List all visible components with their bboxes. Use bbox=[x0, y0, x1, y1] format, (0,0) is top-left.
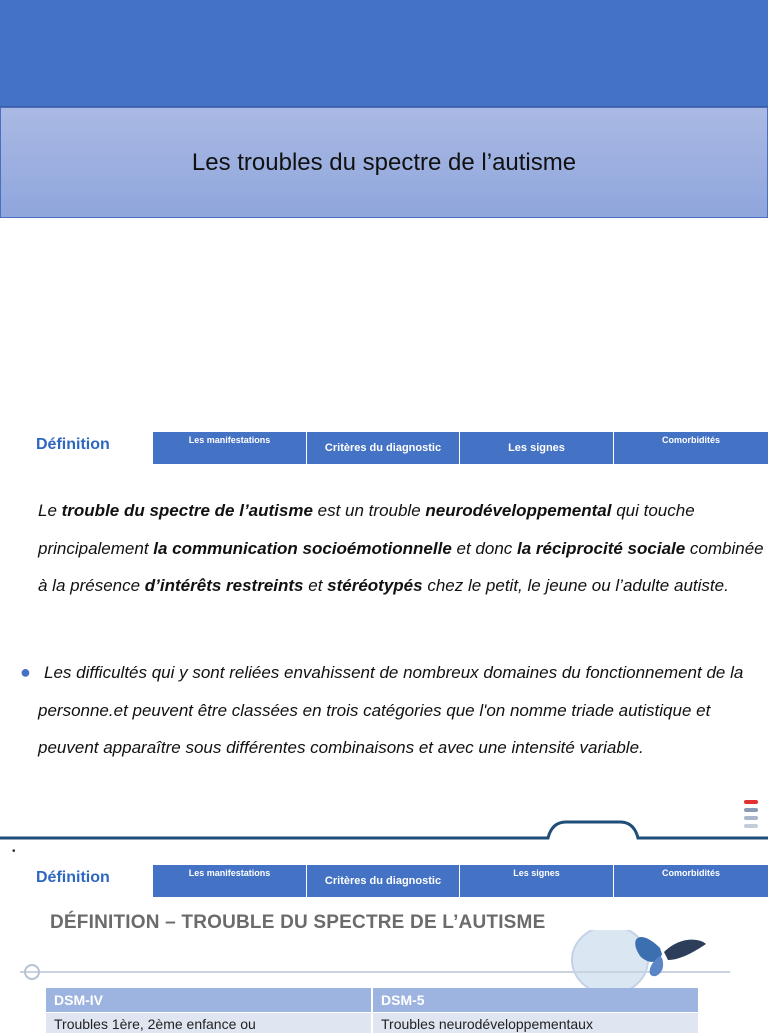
difficulties-paragraph: Les difficultés qui y sont reliées envahissent de nombreux domaines du fonctionnement de la personne.et peuvent être classées en trois catégories que l'on nomme triade autistique et peuvent apparaître sous différentes combinaisons et avec une intensité variable. bbox=[38, 663, 744, 757]
dsm5-header: DSM-5 bbox=[373, 988, 698, 1012]
tab-bar bbox=[153, 432, 768, 464]
tab-comorbidites[interactable]: Comorbidités bbox=[661, 435, 720, 445]
title-band bbox=[0, 107, 768, 218]
dsm5-row: Troubles neurodéveloppementaux bbox=[373, 1013, 698, 1033]
tab-signes-2[interactable]: Les signes bbox=[460, 865, 614, 897]
slide-divider bbox=[0, 818, 768, 848]
bullet-dot: • bbox=[12, 846, 16, 857]
definition-label-2[interactable]: Définition bbox=[36, 869, 110, 886]
tab-signes[interactable]: Les signes bbox=[460, 432, 614, 464]
tab-manifestations[interactable]: Les manifestations bbox=[153, 432, 307, 464]
bullet-icon: ● bbox=[20, 662, 31, 682]
dsm4-row: Troubles 1ère, 2ème enfance ou bbox=[46, 1013, 371, 1033]
slide2-heading: DÉFINITION – TROUBLE DU SPECTRE DE L’AUTISME bbox=[50, 912, 546, 933]
tab-criteres-diagnostic[interactable]: Critères du diagnostic bbox=[307, 432, 460, 464]
tab-criteres-diagnostic-2[interactable]: Critères du diagnostic bbox=[307, 865, 460, 897]
tab-manifestations-2[interactable]: Les manifestations bbox=[153, 865, 307, 897]
tab-bar-2 bbox=[153, 865, 768, 897]
tab-comorbidites-2[interactable]: Comorbidités bbox=[661, 868, 720, 878]
definition-paragraph: Le trouble du spectre de l’autisme est un trouble neurodéveloppemental qui touche principalement la communication socioémotionnelle et donc la réciprocité sociale combinée à la présence d’intérêts restreints et stéréotypés chez le petit, le jeune ou l’adulte autiste. bbox=[38, 501, 764, 595]
definition-label[interactable]: Définition bbox=[36, 436, 110, 453]
header-top-band bbox=[0, 0, 768, 107]
dsm4-header: DSM-IV bbox=[46, 988, 371, 1012]
page-title: Les troubles du spectre de l’autisme bbox=[191, 148, 577, 176]
